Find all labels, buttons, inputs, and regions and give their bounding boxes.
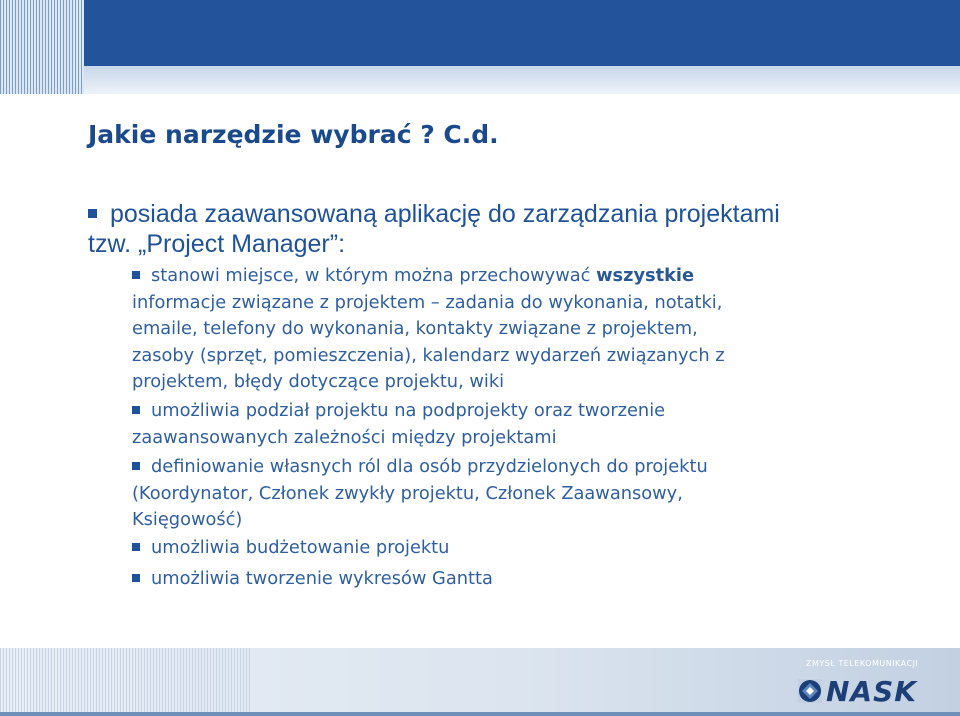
bullet-line: Księgowość) <box>132 509 243 530</box>
square-bullet-icon <box>132 406 140 414</box>
bullet-line: emaile, telefony do wykonania, kontakty związane z projektem, <box>132 318 698 339</box>
bold-text: wszystkie <box>596 265 695 286</box>
bullet-line: projektem, błędy dotyczące projektu, wiki <box>132 371 505 392</box>
header-stripes <box>0 0 84 94</box>
bullet-line <box>132 263 725 290</box>
nask-logo <box>798 675 948 708</box>
header-bar <box>84 0 960 66</box>
bullet-line: zasoby (sprzęt, pomieszczenia), kalendarz wydarzeń związanych z <box>132 344 725 366</box>
square-bullet-icon <box>132 574 140 582</box>
square-bullet-icon <box>132 271 140 279</box>
sub-bullet-item <box>132 535 449 562</box>
sub-bullet-item <box>132 454 708 534</box>
logo-mark-icon <box>798 679 822 703</box>
bullet-line: informacje związane z projektem – zadania do wykonania, notatki, <box>132 291 723 313</box>
sub-bullet-item <box>132 398 665 451</box>
sub-bullet-item <box>132 566 493 593</box>
sub-bullet-item <box>132 263 725 396</box>
square-bullet-icon <box>88 209 97 218</box>
square-bullet-icon <box>132 543 140 551</box>
footer-stripes <box>0 648 250 716</box>
footer-tagline: ZMYSŁ TELEKOMUNIKACJI <box>806 659 919 668</box>
main-bullet-point <box>88 199 788 259</box>
bullet-line: umożliwia podział projektu na podprojekty oraz tworzenie <box>151 400 666 421</box>
slide-title: Jakie narzędzie wybrać ? C.d. <box>88 120 499 149</box>
bullet-line: definiowanie własnych ról dla osób przydzielonych do projektu <box>151 456 708 477</box>
bullet-line: umożliwia budżetowanie projektu <box>151 537 450 558</box>
header-fade <box>84 66 960 94</box>
bullet-line-text: stanowi miejsce, w którym można przechowywać <box>151 265 597 286</box>
bullet-line: (Koordynator, Członek zwykły projektu, Członek Zaawansowy, <box>132 482 683 504</box>
bullet-line: umożliwia tworzenie wykresów Gantta <box>151 568 493 589</box>
main-bullet-text: posiada zaawansowaną aplikację do zarządzania projektami tzw. „Project Manager”: <box>88 200 780 258</box>
bullet-line: zaawansowanych zależności między projektami <box>132 426 557 448</box>
logo-text: NASK <box>826 675 917 708</box>
square-bullet-icon <box>132 462 140 470</box>
footer-line <box>0 712 960 716</box>
